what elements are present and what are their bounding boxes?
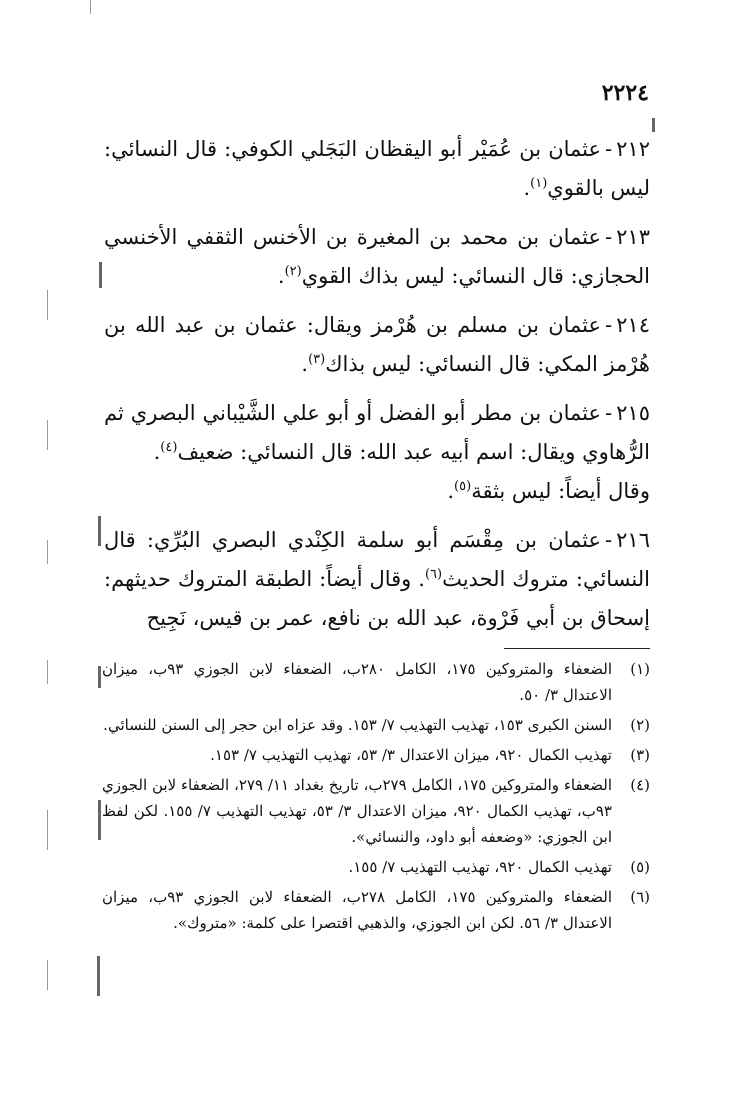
footnote-text: تهذيب الكمال ٩٢٠، تهذيب التهذيب ٧/ ١٥٥. (348, 858, 612, 876)
footnotes-list (102, 656, 650, 940)
entry-end: . (301, 352, 309, 376)
footnote-ref: (٣) (308, 352, 326, 367)
footnote-text: الضعفاء والمتروكين ١٧٥، الكامل ٢٨٠ب، الضعفاء لابن الجوزي ٩٣ب، ميزان الاعتدال ٣/ ٥٠. (102, 660, 612, 704)
entry-213 (104, 218, 650, 296)
entry-end: . (277, 264, 285, 288)
entry-end: . (418, 567, 425, 591)
entry-number: ٢١٣ (616, 225, 650, 249)
entry-text: عثمان بن محمد بن المغيرة بن الأخنس الثقفي الأخنسي الحجازي: قال النسائي: ليس بذاك القوي (104, 225, 650, 288)
entry-end-2: . (447, 479, 455, 503)
footnote-number: (٤) (630, 776, 650, 794)
footnote-ref: (٢) (284, 264, 302, 279)
scan-margin-mark (98, 516, 101, 546)
scan-margin-mark (98, 666, 101, 688)
footnote-ref: (٤) (160, 440, 178, 455)
footnote-number: (٥) (630, 858, 650, 876)
footnote-ref: (٦) (424, 567, 443, 582)
entry-212 (104, 130, 650, 208)
scan-edge-line (47, 810, 48, 850)
entry-text: عثمان بن عُمَيْر أبو اليقظان البَجَلي الكوفي: قال النسائي: ليس بالقوي (104, 137, 650, 200)
footnote-text: الضعفاء والمتروكين ١٧٥، الكامل ٢٧٨ب، الضعفاء لابن الجوزي ٩٣ب، ميزان الاعتدال ٣/ ٥٦. لكن ابن الجوزي، والذهبي اقتصرا على كلمة: «متروك». (102, 888, 612, 932)
entry-dash: - (605, 225, 613, 249)
entry-dash: - (605, 313, 613, 337)
scan-edge-line (47, 660, 48, 684)
footnote-text: تهذيب الكمال ٩٢٠، ميزان الاعتدال ٣/ ٥٣، تهذيب التهذيب ٧/ ١٥٣. (210, 746, 612, 764)
entry-number: ٢١٢ (616, 137, 650, 161)
footnote-number: (١) (630, 660, 650, 678)
entry-text-2: وقال أيضاً: الطبقة المتروك حديثهم: إسحاق بن أبي فَرْوة، عبد الله بن نافع، عمر بن قيس، نَجِيح (104, 567, 650, 630)
footnote-ref: (٥) (454, 479, 472, 494)
footnote-6 (102, 884, 650, 936)
entry-number: ٢١٦ (616, 528, 650, 552)
entry-dash: - (605, 528, 613, 552)
entry-end: . (523, 176, 531, 200)
entry-text-2: وقال أيضاً: ليس بثقة (471, 479, 650, 503)
scan-margin-mark (98, 800, 101, 840)
scan-margin-mark (99, 262, 102, 288)
footnote-4 (102, 772, 650, 850)
entry-continuation (104, 472, 650, 511)
entry-215 (104, 394, 650, 511)
entry-dash: - (605, 137, 613, 161)
entry-214 (104, 306, 650, 384)
footnote-number: (٣) (630, 746, 650, 764)
entry-dash: - (605, 401, 613, 425)
entry-number: ٢١٥ (616, 401, 650, 425)
scan-margin-mark (97, 956, 100, 996)
footnote-number: (٢) (630, 716, 650, 734)
entry-text: عثمان بن مِقْسَم أبو سلمة الكِنْدي البصري البُرِّي: قال النسائي: متروك الحديث (104, 528, 650, 591)
entries-list (104, 130, 650, 648)
footnote-text: السنن الكبرى ١٥٣، تهذيب التهذيب ٧/ ١٥٣. وقد عزاه ابن حجر إلى السنن للنسائي. (103, 716, 612, 734)
footnote-text: الضعفاء والمتروكين ١٧٥، الكامل ٢٧٩ب، تاريخ بغداد ١١/ ٢٧٩، الضعفاء لابن الجوزي ٩٣ب، تهذيب الكمال ٩٢٠، ميزان الاعتدال ٣/ ٥٣، تهذيب التهذيب ٧/ ١٥٥. لكن لفظ ابن الجوزي: «وضعفه أبو داود، والنسائي». (102, 776, 613, 846)
footnote-1 (102, 656, 650, 708)
scan-edge-line (90, 0, 91, 14)
scan-edge-line (47, 960, 48, 990)
page-number: ٢٢٢٤ (601, 80, 649, 106)
entry-end: . (153, 440, 161, 464)
entry-text: عثمان بن مسلم بن هُرْمز ويقال: عثمان بن عبد الله بن هُرْمز المكي: قال النسائي: ليس بذاك (104, 313, 650, 376)
footnote-ref: (١) (530, 176, 548, 191)
scan-edge-line (47, 290, 48, 320)
entry-text: عثمان بن مطر أبو الفضل أو أبو علي الشَّيْباني البصري ثم الرُّهاوي ويقال: اسم أبيه عبد الله: قال النسائي: ضعيف (104, 401, 650, 464)
footnote-2 (102, 712, 650, 738)
scan-margin-mark (652, 118, 655, 132)
entry-number: ٢١٤ (616, 313, 650, 337)
scan-edge-line (47, 420, 48, 450)
footnote-number: (٦) (630, 888, 650, 906)
entry-216 (104, 521, 650, 638)
footnote-3 (102, 742, 650, 768)
footnote-5 (102, 854, 650, 880)
scan-edge-line (47, 540, 48, 564)
footnote-separator (504, 648, 650, 649)
